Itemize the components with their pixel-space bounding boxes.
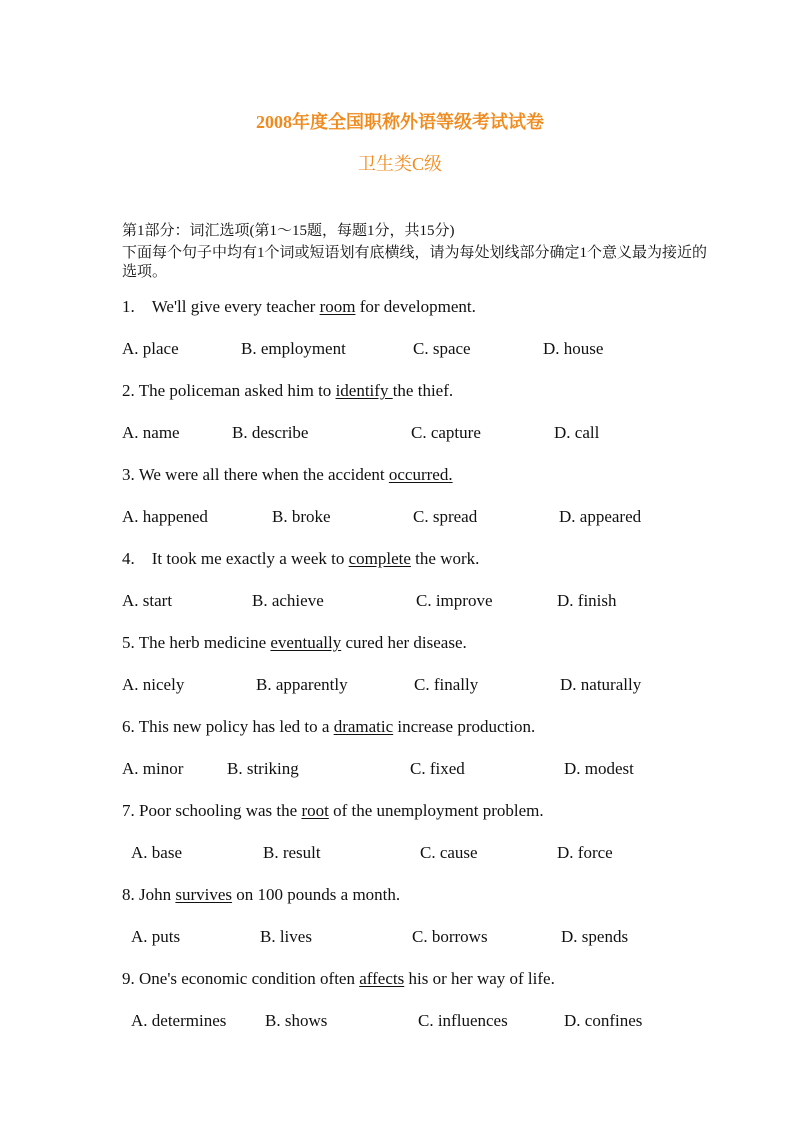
option-a: A. minor bbox=[122, 759, 184, 778]
exam-title: 2008年度全国职称外语等级考试试卷 bbox=[256, 112, 544, 132]
question-6 bbox=[122, 717, 535, 737]
question-text-pre: 4. It took me exactly a week to bbox=[122, 549, 349, 568]
option-b: B. broke bbox=[272, 507, 331, 526]
exam-subtitle: 卫生类C级 bbox=[357, 154, 442, 174]
option-c: C. influences bbox=[418, 1011, 508, 1030]
option-d: D. confines bbox=[564, 1011, 643, 1030]
underlined-word: affects bbox=[359, 969, 405, 988]
option-d: D. modest bbox=[564, 759, 634, 778]
option-b: B. shows bbox=[265, 1011, 328, 1030]
option-c: C. finally bbox=[414, 675, 479, 694]
underlined-word: root bbox=[301, 801, 329, 820]
question-2 bbox=[122, 381, 453, 401]
section-heading: 第1部分：词汇选项(第1～15题，每题1分，共15分) bbox=[122, 223, 455, 239]
question-text-post: increase production. bbox=[393, 717, 536, 736]
question-9 bbox=[122, 969, 555, 989]
question-4 bbox=[122, 549, 479, 569]
underlined-word: occurred. bbox=[388, 465, 453, 484]
option-a: A. name bbox=[122, 423, 180, 442]
option-d: D. spends bbox=[561, 927, 629, 946]
option-d: D. house bbox=[543, 339, 604, 358]
option-b: B. lives bbox=[260, 927, 312, 946]
underlined-word: identify bbox=[335, 381, 393, 400]
underlined-word: complete bbox=[348, 549, 411, 568]
question-3 bbox=[122, 465, 453, 485]
question-text-pre: 7. Poor schooling was the bbox=[122, 801, 302, 820]
option-a: A. base bbox=[131, 843, 182, 862]
option-c: C. spread bbox=[413, 507, 478, 526]
option-d: D. appeared bbox=[559, 507, 642, 526]
question-text-post: for development. bbox=[355, 297, 476, 316]
option-c: C. fixed bbox=[410, 759, 465, 778]
question-7 bbox=[122, 801, 544, 821]
question-text-post: his or her way of life. bbox=[404, 969, 555, 988]
option-c: C. space bbox=[413, 339, 471, 358]
option-a: A. puts bbox=[131, 927, 181, 946]
question-text-pre: 9. One's economic condition often bbox=[122, 969, 360, 988]
underlined-word: dramatic bbox=[333, 717, 394, 736]
option-a: A. place bbox=[122, 339, 179, 358]
option-d: D. force bbox=[557, 843, 613, 862]
question-text-post: the work. bbox=[410, 549, 480, 568]
question-text-pre: 1. We'll give every teacher bbox=[122, 297, 320, 316]
option-b: B. apparently bbox=[256, 675, 348, 694]
question-text-pre: 2. The policeman asked him to bbox=[122, 381, 336, 400]
option-b: B. describe bbox=[232, 423, 309, 442]
option-b: B. employment bbox=[241, 339, 346, 358]
question-text-pre: 3. We were all there when the accident bbox=[122, 465, 389, 484]
option-a: A. nicely bbox=[122, 675, 185, 694]
option-d: D. naturally bbox=[560, 675, 642, 694]
question-1 bbox=[122, 297, 476, 317]
question-text-pre: 5. The herb medicine bbox=[122, 633, 271, 652]
option-c: C. improve bbox=[416, 591, 493, 610]
section-instruction: 下面每个句子中均有1个词或短语划有底横线，请为每处划线部分确定1个意义最为接近的选项。 bbox=[122, 245, 708, 280]
question-text-post: on 100 pounds a month. bbox=[232, 885, 401, 904]
question-text-pre: 8. John bbox=[122, 885, 176, 904]
option-b: B. striking bbox=[227, 759, 299, 778]
question-text-post: the thief. bbox=[392, 381, 454, 400]
option-c: C. capture bbox=[411, 423, 481, 442]
option-a: A. determines bbox=[131, 1011, 227, 1030]
question-text-post: cured her disease. bbox=[341, 633, 467, 652]
option-a: A. start bbox=[122, 591, 173, 610]
underlined-word: room bbox=[319, 297, 356, 316]
question-text-pre: 6. This new policy has led to a bbox=[122, 717, 334, 736]
question-text-post: of the unemployment problem. bbox=[328, 801, 544, 820]
option-b: B. result bbox=[263, 843, 321, 862]
option-c: C. cause bbox=[420, 843, 478, 862]
underlined-word: survives bbox=[175, 885, 233, 904]
option-d: D. call bbox=[554, 423, 600, 442]
option-b: B. achieve bbox=[252, 591, 324, 610]
option-c: C. borrows bbox=[412, 927, 488, 946]
option-d: D. finish bbox=[557, 591, 617, 610]
underlined-word: eventually bbox=[270, 633, 342, 652]
question-8 bbox=[122, 885, 400, 905]
option-a: A. happened bbox=[122, 507, 208, 526]
question-5 bbox=[122, 633, 467, 653]
